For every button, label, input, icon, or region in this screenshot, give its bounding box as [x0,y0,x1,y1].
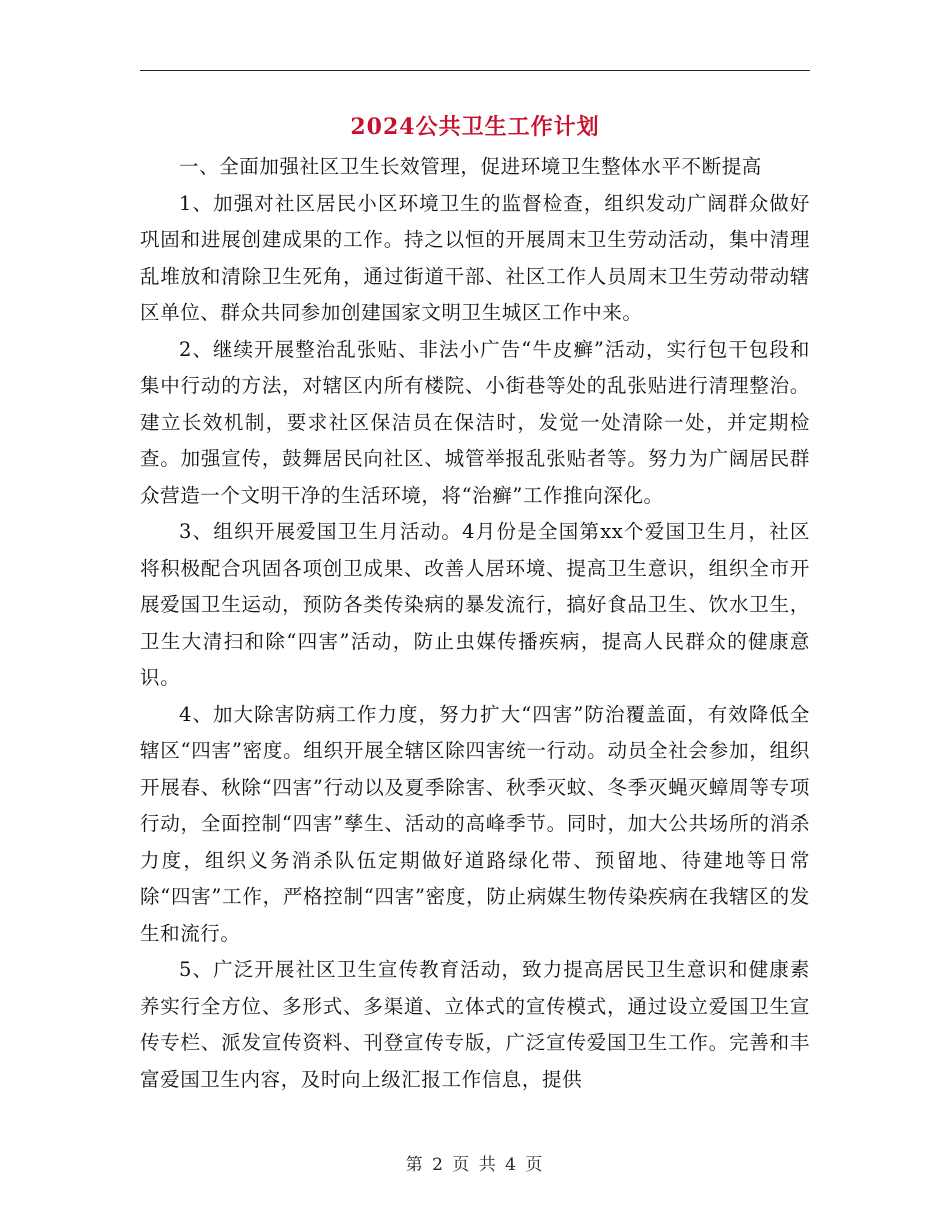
paragraph-item-4: 4、加大除害防病工作力度，努力扩大“四害”防治覆盖面，有效降低全辖区“四害”密度。组织开展全辖区除四害统一行动。动员全社会参加，组织开展春、秋除“四害”行动以及夏季除害、秋季灭蚊、冬季灭蝇灭蟑周等专项行动，全面控制“四害”孳生、活动的高峰季节。同时，加大公共场所的消杀力度，组织义务消杀队伍定期做好道路绿化带、预留地、待建地等日常除“四害”工作，严格控制“四害”密度，防止病媒生物传染疾病在我辖区的发生和流行。 [140,702,810,945]
document-title: 2024公共卫生工作计划 [350,114,600,140]
paragraph-item-3: 3、组织开展爱国卫生月活动。4月份是全国第xx个爱国卫生月，社区将积极配合巩固各项创卫成果、改善人居环境、提高卫生意识，组织全市开展爱国卫生运动，预防各类传染病的暴发流行，搞好食品卫生、饮水卫生，卫生大清扫和除“四害”活动，防止虫媒传播疾病，提高人民群众的健康意识。 [140,520,810,689]
section-heading-1: 一、全面加强社区卫生长效管理，促进环境卫生整体水平不断提高 [179,155,762,178]
paragraph-item-1: 1、加强对社区居民小区环境卫生的监督检查，组织发动广阔群众做好巩固和进展创建成果的工作。持之以恒的开展周末卫生劳动活动，集中清理乱堆放和清除卫生死角，通过街道干部、社区工作人员周末卫生劳动带动辖区单位、群众共同参加创建国家文明卫生城区工作中来。 [140,191,810,324]
header-rule [140,70,810,71]
document-body [140,149,810,1098]
page-number-footer: 第 2 页 共 4 页 [405,1155,545,1175]
paragraph-item-5: 5、广泛开展社区卫生宣传教育活动，致力提高居民卫生意识和健康素养实行全方位、多形式、多渠道、立体式的宣传模式，通过设立爱国卫生宣传专栏、派发宣传资料、刊登宣传专版，广泛宣传爱国卫生工作。完善和丰富爱国卫生内容，及时向上级汇报工作信息，提供 [140,958,810,1091]
paragraph-item-2: 2、继续开展整治乱张贴、非法小广告“牛皮癣”活动，实行包干包段和集中行动的方法，对辖区内所有楼院、小街巷等处的乱张贴进行清理整治。建立长效机制，要求社区保洁员在保洁时，发觉一处清除一处，并定期检查。加强宣传，鼓舞居民向社区、城管举报乱张贴者等。努力为广阔居民群众营造一个文明干净的生活环境，将“治癣”工作推向深化。 [140,337,810,507]
